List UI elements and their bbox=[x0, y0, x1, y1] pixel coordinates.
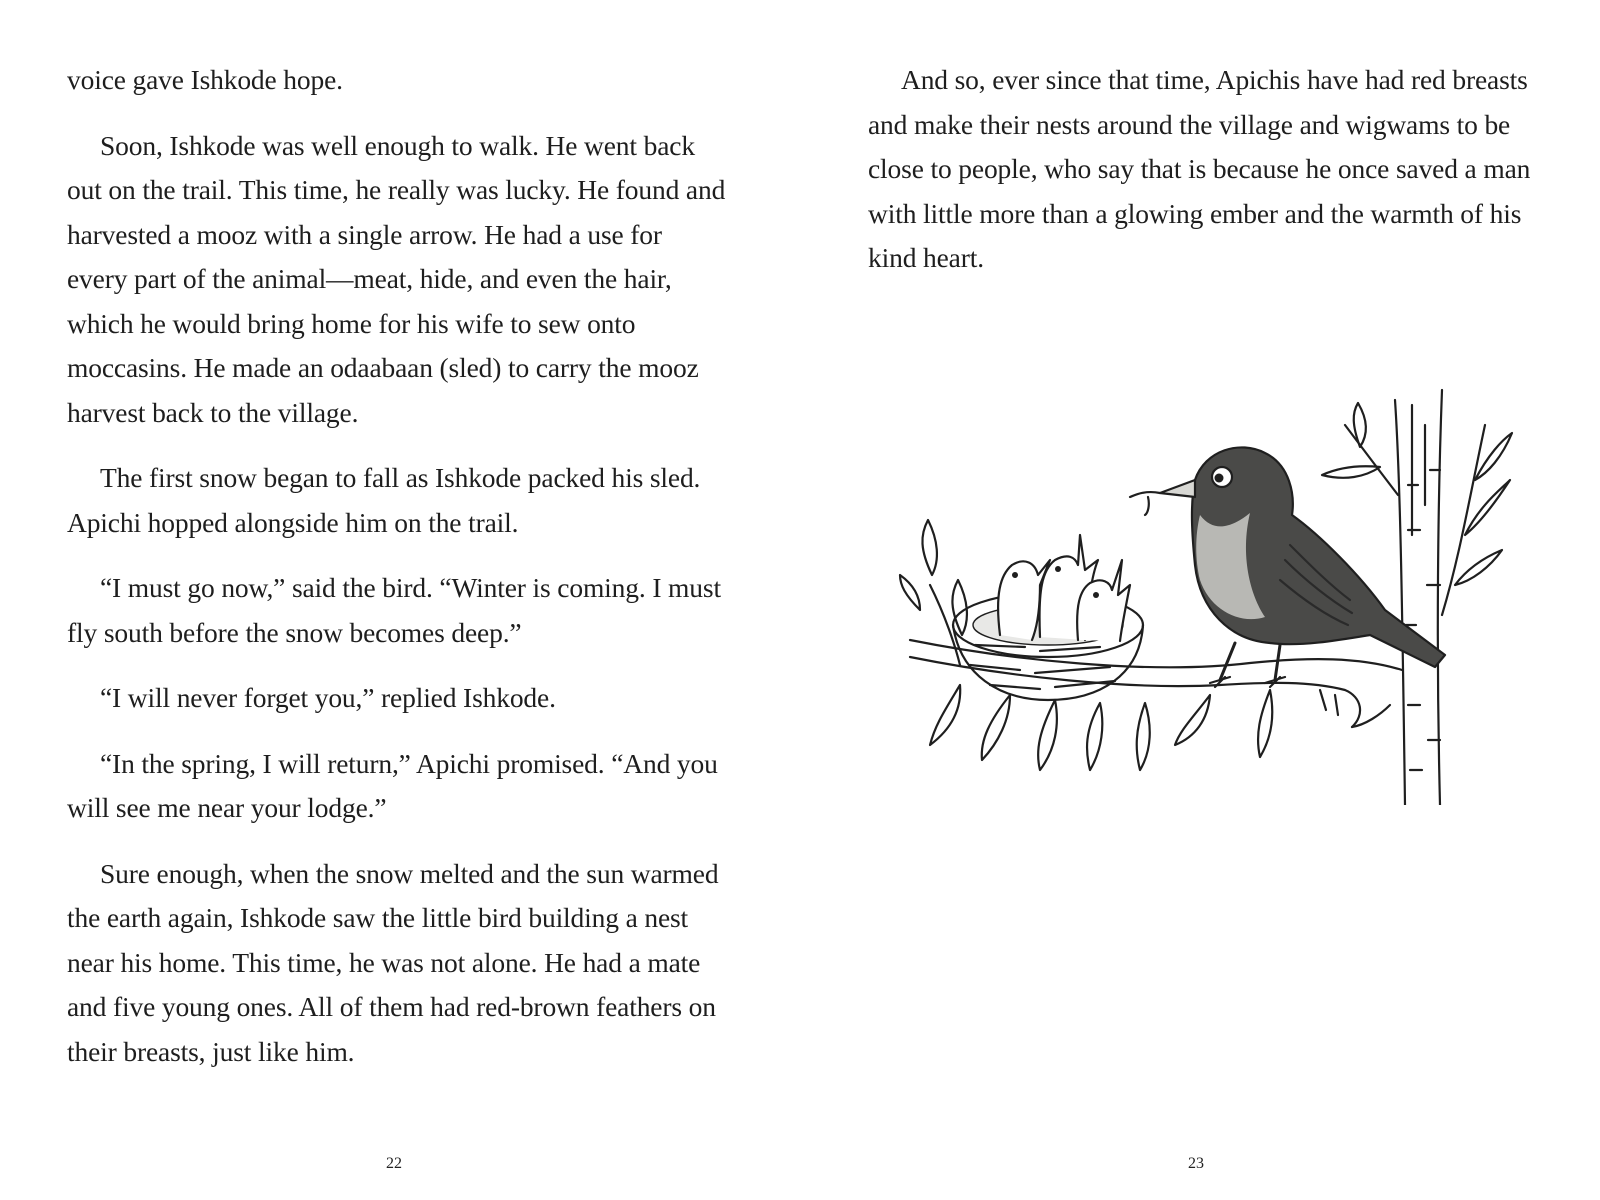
right-page-text bbox=[868, 58, 1558, 302]
paragraph: Soon, Ishkode was well enough to walk. He went back out on the trail. This time, he really was lucky. He found and harvested a mooz with a single arrow. He had a use for every part of the animal—meat, hide, and even the hair, which he would bring home for his wife to sew onto moccasins. He made an odaabaan (sled) to carry the mooz harvest back to the village. bbox=[67, 129, 726, 428]
chicks bbox=[998, 535, 1130, 641]
paragraph: And so, ever since that time, Apichis have had red breasts and make their nests around the village and wigwams to be close to people, who say that is because he once saved a man with little more than a glowing ember and the warmth of his kind heart. bbox=[868, 64, 1531, 273]
paragraph: “I will never forget you,” replied Ishkode. bbox=[100, 682, 556, 713]
page-number: 23 bbox=[1188, 1155, 1204, 1172]
paragraph: “In the spring, I will return,” Apichi promised. “And you will see me near your lodge.” bbox=[67, 747, 718, 823]
branch bbox=[910, 640, 1402, 727]
robin-nest-illustration bbox=[890, 385, 1530, 805]
robin bbox=[1130, 447, 1445, 687]
paragraph: Sure enough, when the snow melted and the sun warmed the earth again, Ishkode saw the little bird building a nest near his home. This time, he was not alone. He had a mate and five young ones. All of them had red-brown feathers on their breasts, just like him. bbox=[67, 857, 719, 1067]
left-page-text bbox=[67, 58, 727, 1095]
paragraph: “I must go now,” said the bird. “Winter is coming. I must fly south before the snow becomes deep.” bbox=[67, 572, 721, 648]
paragraph: The first snow began to fall as Ishkode packed his sled. Apichi hopped alongside him on the trail. bbox=[67, 462, 701, 538]
right-page bbox=[800, 0, 1600, 1200]
robin-nest-drawing bbox=[890, 385, 1530, 805]
paragraph: voice gave Ishkode hope. bbox=[67, 64, 343, 95]
page-number: 22 bbox=[386, 1155, 402, 1172]
birch-trunk bbox=[1395, 390, 1442, 805]
